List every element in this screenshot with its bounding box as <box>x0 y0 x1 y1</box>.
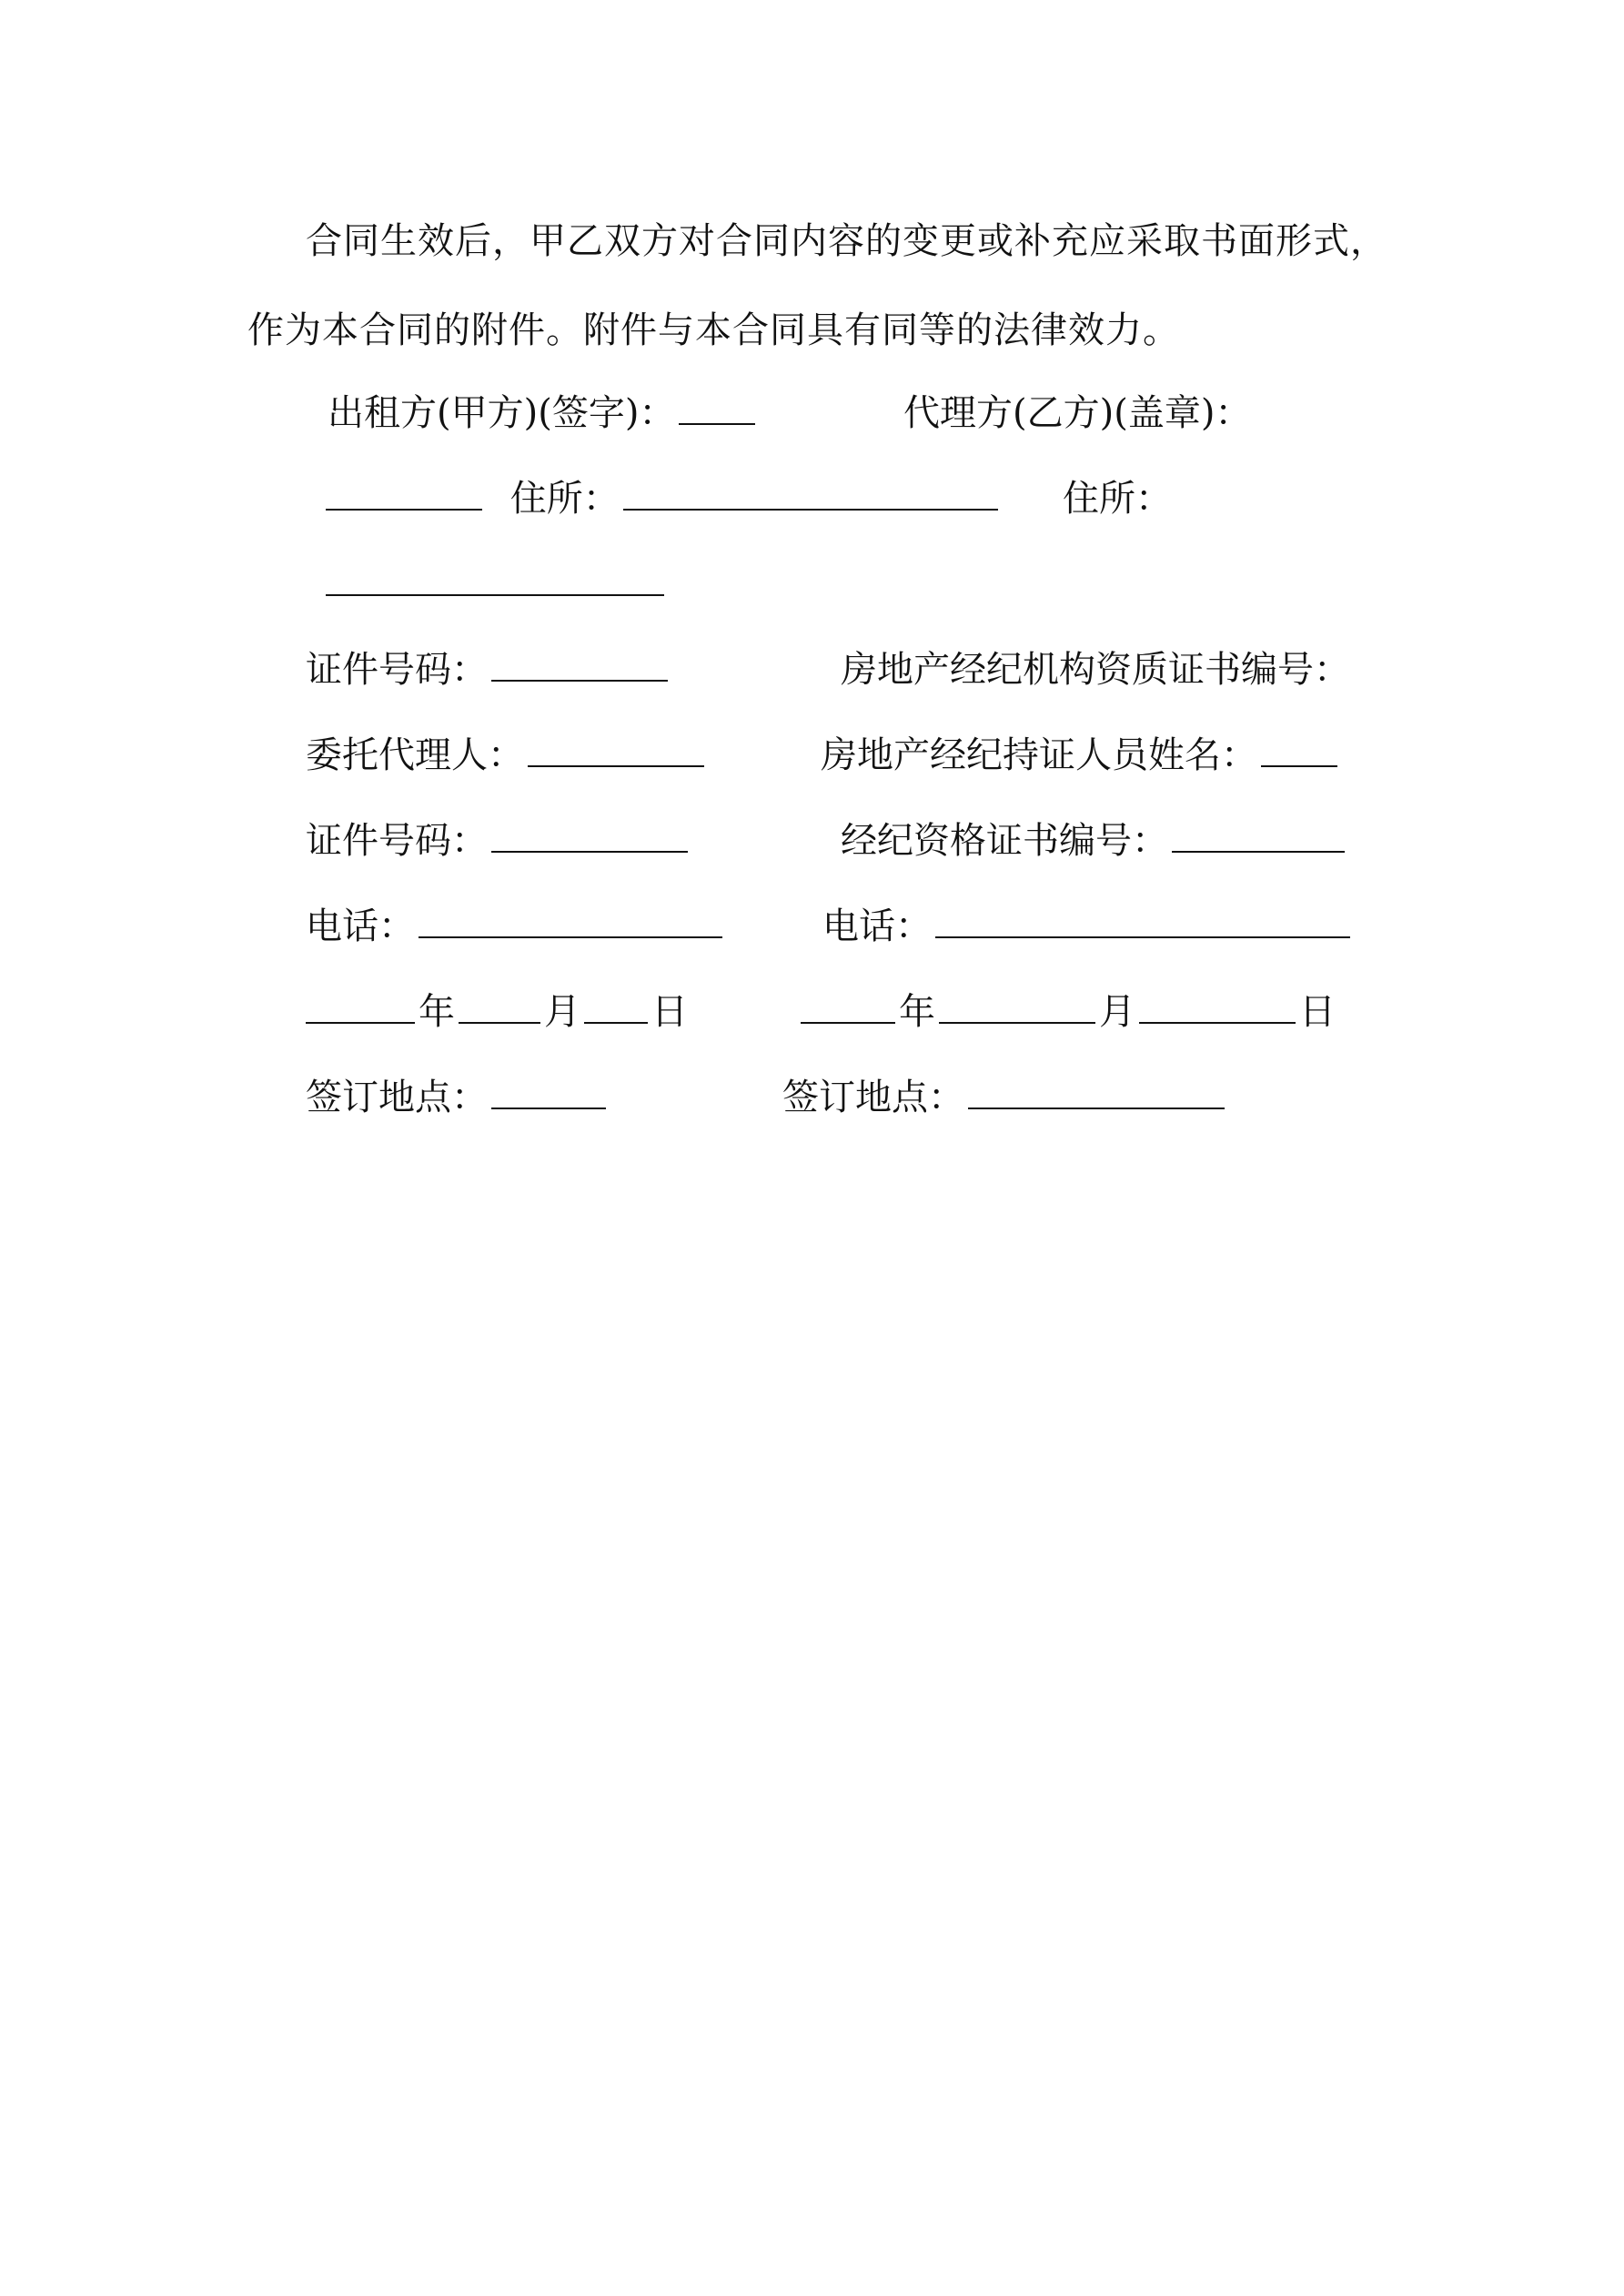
phone-label-left: 电话： <box>306 905 415 947</box>
address-label-left: 住所： <box>509 478 620 520</box>
address-label-right: 住所： <box>1063 478 1172 520</box>
clause-paragraph: 合同生效后，甲乙双方对合同内容的变更或补充应采取书面形式，作为本合同的附件。附件与本合同具有同等的法律效力。 <box>247 220 1387 351</box>
address-row <box>326 477 1002 521</box>
id-number-label-right: 证件号码： <box>306 820 488 862</box>
broker-name-blank[interactable] <box>1261 734 1337 767</box>
entrusted-agent-row <box>306 733 708 777</box>
year-blank-left[interactable] <box>306 991 415 1024</box>
date-row-left <box>306 990 688 1034</box>
month-blank-left[interactable] <box>459 991 540 1024</box>
lessor-label: 出租方(甲方)(签字)： <box>328 392 676 434</box>
signing-place-blank-right[interactable] <box>968 1077 1225 1109</box>
day-blank-left[interactable] <box>584 991 648 1024</box>
broker-cert-row <box>841 819 1348 863</box>
month-label-right: 月 <box>1099 991 1135 1033</box>
entrusted-agent-label: 委托代理人： <box>306 734 524 776</box>
signing-place-label-left: 签订地点： <box>306 1077 488 1118</box>
id-number-row-right <box>306 819 691 863</box>
month-blank-right[interactable] <box>939 991 1095 1024</box>
day-blank-right[interactable] <box>1139 991 1296 1024</box>
year-label-right: 年 <box>899 991 935 1033</box>
id-number-blank-right[interactable] <box>491 820 688 853</box>
day-label-right: 日 <box>1299 991 1336 1033</box>
month-label-left: 月 <box>544 991 580 1033</box>
date-row-right <box>801 990 1336 1034</box>
id-number-label-left: 证件号码： <box>306 649 488 691</box>
address-blank-left[interactable] <box>623 478 998 511</box>
lessor-signature-row <box>328 391 759 435</box>
signing-place-blank-left[interactable] <box>491 1077 606 1109</box>
signing-place-label-right: 签订地点： <box>782 1077 964 1118</box>
agency-cert-label: 房地产经纪机构资质证书编号： <box>841 649 1350 691</box>
address-right-blank-row <box>326 562 668 606</box>
signing-place-row-right <box>782 1076 1228 1119</box>
broker-cert-label: 经纪资格证书编号： <box>841 820 1168 862</box>
year-label-left: 年 <box>419 991 455 1033</box>
broker-name-label: 房地产经纪持证人员姓名： <box>821 734 1257 776</box>
phone-row-right <box>822 905 1354 948</box>
address-right-row <box>1063 477 1172 521</box>
phone-blank-right[interactable] <box>935 905 1350 938</box>
agent-seal-row <box>903 391 1251 435</box>
lessor-signature-blank[interactable] <box>679 392 755 425</box>
entrusted-agent-blank[interactable] <box>528 734 704 767</box>
signing-place-row-left <box>306 1076 610 1119</box>
broker-name-row <box>821 733 1341 777</box>
year-blank-right[interactable] <box>801 991 895 1024</box>
phone-blank-left[interactable] <box>419 905 722 938</box>
id-number-row-left <box>306 648 671 692</box>
agent-seal-blank[interactable] <box>326 478 482 511</box>
phone-label-right: 电话： <box>822 905 932 947</box>
phone-row-left <box>306 905 726 948</box>
agent-label: 代理方(乙方)(盖章)： <box>903 392 1252 434</box>
agency-cert-row <box>841 648 1350 692</box>
id-number-blank-left[interactable] <box>491 649 668 682</box>
day-label-left: 日 <box>651 991 688 1033</box>
broker-cert-blank[interactable] <box>1172 820 1345 853</box>
address-blank-right[interactable] <box>326 563 664 596</box>
